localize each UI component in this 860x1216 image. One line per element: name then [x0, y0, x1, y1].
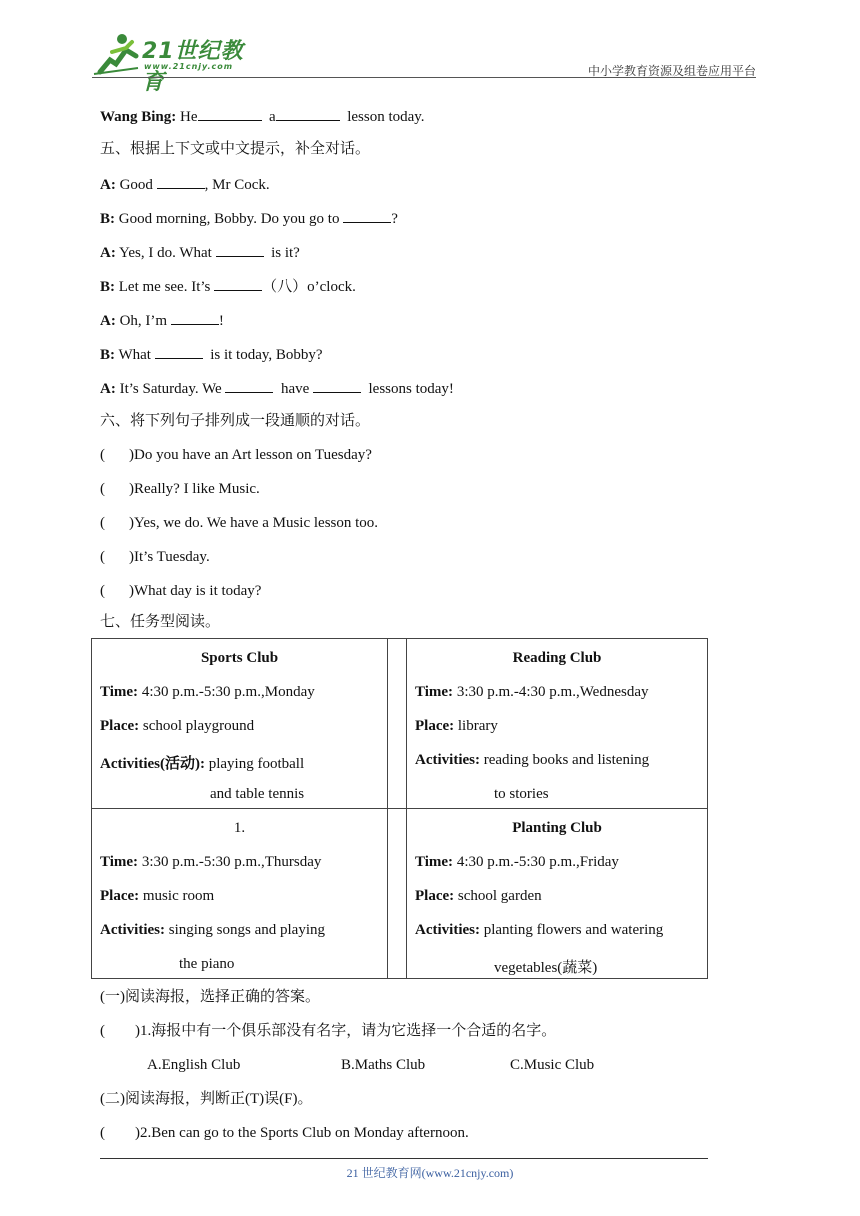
paren: ) — [129, 515, 134, 531]
text: Good — [119, 177, 153, 193]
paren: ) — [135, 1125, 140, 1141]
field-label: Activities: — [415, 752, 480, 768]
field-value: planting flowers and watering — [479, 922, 664, 938]
header-divider — [92, 77, 756, 78]
field-label: Time: — [415, 684, 454, 700]
text: have — [280, 381, 310, 397]
field-value: 3:30 p.m.-5:30 p.m.,Thursday — [138, 854, 322, 870]
text: a — [269, 109, 276, 125]
dialog-line-3 — [100, 242, 300, 262]
page-footer: 21 世纪教育网(www.21cnjy.com) — [346, 1166, 514, 1180]
poster-spacer-cell — [388, 639, 407, 809]
page-header — [92, 30, 756, 95]
text: lesson today. — [347, 109, 425, 125]
text: （八）o’clock. — [262, 279, 356, 295]
poster-cell-reading — [407, 639, 708, 809]
field-label: Place: — [100, 718, 140, 734]
paren: ( — [100, 1023, 105, 1039]
text: ? — [391, 211, 398, 227]
field-value: reading books and listening — [479, 752, 650, 768]
answer-blank[interactable] — [198, 106, 262, 121]
speaker-label: Wang Bing: — [100, 109, 177, 125]
text: What — [118, 347, 151, 363]
paren: ) — [129, 481, 134, 497]
club-title: Planting Club — [512, 820, 602, 836]
answer-blank[interactable] — [225, 378, 273, 393]
text: Yes, I do. What — [119, 245, 212, 261]
field-value: singing songs and playing — [164, 922, 325, 938]
option-c[interactable]: C.Music Club — [510, 1057, 595, 1073]
field-label: Time: — [415, 854, 454, 870]
section-7-title: 七、任务型阅读。 — [100, 614, 221, 630]
text: is it? — [271, 245, 300, 261]
text: lessons today! — [368, 381, 454, 397]
dialog-line-6 — [100, 344, 323, 364]
field-label: Activities: — [100, 922, 165, 938]
field-label: Activities(活动): — [100, 756, 205, 772]
order-item — [100, 480, 260, 498]
text: It’s Tuesday. — [134, 549, 210, 565]
text: Oh, I’m — [119, 313, 168, 329]
field-value: to stories — [494, 786, 549, 802]
answer-blank[interactable] — [155, 344, 203, 359]
text: Do you have an Art lesson on Tuesday? — [134, 447, 372, 463]
text: Let me see. It’s — [118, 279, 211, 295]
text: is it today, Bobby? — [210, 347, 323, 363]
option-a[interactable]: A.English Club — [147, 1057, 241, 1073]
field-label: Time: — [100, 854, 139, 870]
answer-blank[interactable] — [276, 106, 340, 121]
field-value: school playground — [139, 718, 255, 734]
option-b[interactable]: B.Maths Club — [341, 1057, 426, 1073]
section-5-title: 五、根据上下文或中文提示，补全对话。 — [100, 141, 371, 157]
field-value: music room — [139, 888, 215, 904]
text: ! — [218, 313, 224, 329]
speaker-label: A: — [100, 313, 116, 329]
field-label: Place: — [415, 718, 455, 734]
order-item — [100, 514, 378, 532]
field-value: vegetables(蔬菜) — [494, 960, 598, 976]
question-text: 1.海报中有一个俱乐部没有名字，请为它选择一个合适的名字。 — [140, 1023, 557, 1039]
order-item — [100, 548, 210, 566]
part-1-title: (一)阅读海报，选择正确的答案。 — [100, 989, 320, 1005]
poster-cell-planting — [407, 809, 708, 979]
dialog-line-5 — [100, 310, 224, 330]
speaker-label: A: — [100, 245, 116, 261]
header-platform-text: 中小学教育资源及组卷应用平台 — [587, 64, 756, 78]
answer-blank[interactable] — [171, 310, 219, 325]
speaker-label: B: — [100, 279, 115, 295]
text: He — [180, 109, 198, 125]
text: Good morning, Bobby. Do you go to — [118, 211, 340, 227]
order-item — [100, 446, 372, 464]
text: What day is it today? — [134, 583, 262, 599]
paren: ) — [135, 1023, 140, 1039]
field-label: Place: — [100, 888, 140, 904]
text: Yes, we do. We have a Music lesson too. — [134, 515, 379, 531]
dialog-line-1 — [100, 174, 270, 194]
field-value: library — [454, 718, 498, 734]
paren: ( — [100, 549, 105, 565]
wangbing-line — [100, 106, 425, 126]
paren: ) — [129, 583, 134, 599]
speaker-label: B: — [100, 211, 115, 227]
paren: ( — [100, 481, 105, 497]
field-value: 4:30 p.m.-5:30 p.m.,Friday — [453, 854, 619, 870]
dialog-line-4 — [100, 276, 356, 296]
field-value: 3:30 p.m.-4:30 p.m.,Wednesday — [453, 684, 649, 700]
footer-divider — [100, 1158, 708, 1159]
field-label: Place: — [415, 888, 455, 904]
paren: ( — [100, 1125, 105, 1141]
text: It’s Saturday. We — [119, 381, 222, 397]
dialog-line-7 — [100, 378, 454, 398]
logo-text: 21世纪教育 — [142, 39, 244, 95]
poster-spacer-cell — [388, 809, 407, 979]
section-6-title: 六、将下列句子排列成一段通顺的对话。 — [100, 413, 371, 429]
field-value: 4:30 p.m.-5:30 p.m.,Monday — [138, 684, 315, 700]
dialog-line-2 — [100, 208, 398, 228]
paren: ( — [100, 583, 105, 599]
paren: ) — [129, 549, 134, 565]
field-label: Time: — [100, 684, 139, 700]
speaker-label: A: — [100, 381, 116, 397]
answer-blank[interactable] — [343, 208, 391, 223]
runner-logo-icon — [92, 32, 142, 76]
speaker-label: B: — [100, 347, 115, 363]
answer-blank[interactable] — [216, 242, 264, 257]
answer-blank[interactable] — [214, 276, 262, 291]
logo-url: www.21cnjy.com — [144, 62, 234, 71]
field-value: playing football — [204, 756, 305, 772]
poster-cell-sports — [92, 639, 388, 809]
field-value: the piano — [179, 956, 235, 972]
text: , Mr Cock. — [204, 177, 270, 193]
question-text: 2.Ben can go to the Sports Club on Monday afternoon. — [140, 1125, 469, 1141]
paren: ) — [129, 447, 134, 463]
order-item — [100, 582, 261, 600]
club-title: Reading Club — [512, 650, 602, 666]
poster-cell-unnamed — [92, 809, 388, 979]
field-label: Activities: — [415, 922, 480, 938]
site-logo — [92, 30, 262, 95]
paren: ( — [100, 447, 105, 463]
speaker-label: A: — [100, 177, 116, 193]
paren: ( — [100, 515, 105, 531]
club-title: 1. — [233, 820, 246, 836]
question-1 — [100, 1022, 556, 1040]
part-2-title: (二)阅读海报，判断正(T)误(F)。 — [100, 1091, 313, 1107]
answer-blank[interactable] — [157, 174, 205, 189]
answer-blank[interactable] — [313, 378, 361, 393]
field-value: and table tennis — [210, 786, 305, 802]
club-poster-table — [91, 638, 708, 979]
club-title: Sports Club — [200, 650, 279, 666]
text: Really? I like Music. — [134, 481, 260, 497]
question-2 — [100, 1124, 469, 1142]
field-value: school garden — [454, 888, 542, 904]
